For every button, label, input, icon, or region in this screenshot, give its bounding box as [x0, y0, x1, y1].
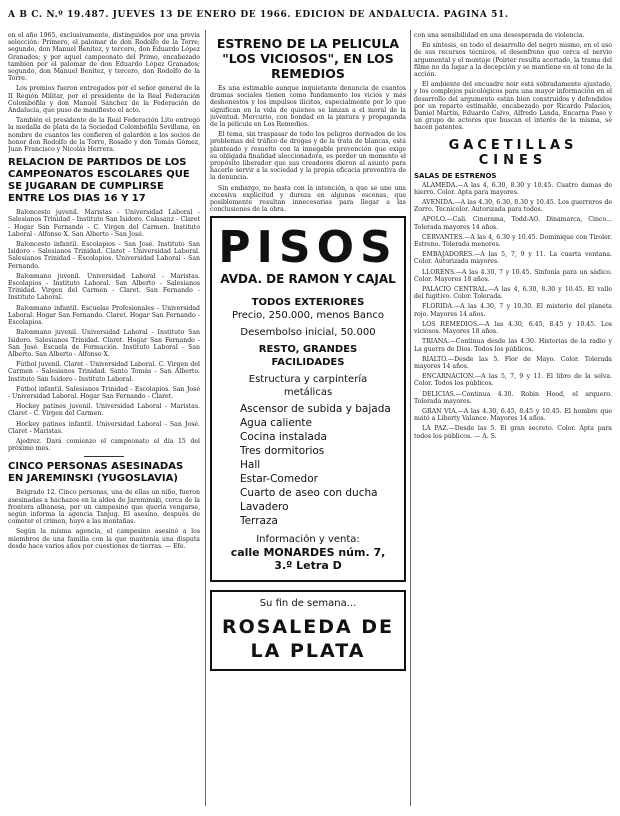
column-right: [414, 32, 612, 808]
ad-feature: Terraza: [240, 515, 278, 528]
ad-title: PISOS: [218, 222, 398, 274]
listing-entry: DELICIAS.—Continua 4.30. Robin Hood, el arquero. Tolerada mayores.: [414, 390, 612, 405]
article-paragraph: Fútbol juvenil. Claret - Universidad Laboral. C. Virgen del Carmen - Salesianos Trinidad. Santo Tomás - San Alberto. Instituto San Isidoro - Instituto Laboral.: [8, 361, 200, 383]
article-paragraph: También el presidente de la Real Federación Lito entregó la medalla de plata de la Sociedad Colombófila Sevillana, en nombre de cuantos les confieren el galardón a los socios de honor don Rodolfo de la Torre, Rosado y don Tomás Gómez, Juan Francisco y Nicolás Herrera.: [8, 117, 200, 154]
listing-entry: PALACIO CENTRAL.—A las 4, 6.30, 8.30 y 10.45. El valle del fugitivo. Color. Tolerada.: [414, 286, 612, 301]
article-paragraph: en el año 1965, exclusivamente, distinguidos por una previa selección: Primero, el palomar de don Rodolfo de la Torre; segundo, don Manuel Benítez, y tercero, don Eduardo López Granados; y por aquel campeonato del Primo, encabezado también por el palomar de don Eduardo López Granados; segundo, don Manuel Benítez, y tercero, don Rodolfo de la Torre.: [8, 32, 200, 83]
listing-entry: TRIANA.—Continua desde las 4.30. Historias de la radio y La guerra de Dios. Todos los públicos.: [414, 338, 612, 353]
article-paragraph: con una sensibilidad en una desesperada de violencia.: [414, 32, 585, 39]
article-paragraph: Ajedrez. Dará comienzo el campeonato el día 15 del próximo mes.: [8, 437, 200, 453]
article-paragraph: Baloncesto juvenil. Maristas - Universidad Laboral - Salesianos Trinidad - Instituto San Isidoro. Calasanz - Claret - Hogar San Fernando - C. Virgen del Carmen. Instituto Laboral - Alfonso X. San Alberto - San José.: [8, 209, 200, 238]
article-paragraph: Sin embargo, no basta con la intención, a que se une una excesiva explicitud y dureza en algunas escenas, que posiblemente resultan innecesarias para llegar a las conclusiones de la obra.: [210, 184, 406, 214]
article-paragraph: Belgrado 12. Cinco personas, una de ellas un niño, fueron asesinadas a hachazos en la aldea de Jareminski, cerca de la frontera albanesa, por un campesino que quería vengarse, según informa la agencia Tanjug. El asesino, después de cometer el crimen, huyó a las montañas.: [8, 489, 200, 526]
advertisement-pisos: [210, 216, 406, 582]
ad-feature: Estar-Comedor: [240, 473, 318, 486]
article-paragraph: Los premios fueron entregados por el señor general de la II Región Militar, por el presidente de la Real Federación Colombófila y don Manuel Sánchez de la Federación de Andalucía, que puso de manifiesto el acto.: [8, 85, 200, 115]
ad2-name: LA PLATA: [250, 640, 366, 663]
article-paragraph: El ambiente del encuadre noir está sobradamente ajustado, y los complejos psicológicos para una mayor información en el desarrollo del argumento están bien construidos y defendidos por un reparto estimable, encabezado por Ricardo Palacios, Daniel Martín, Eduardo Calvo, Alfredo Landa, Encarna Paso y un grupo de actores que buscan el interés de la misma, se hacen patentes.: [414, 81, 612, 132]
ad2-name: ROSALEDA DE: [221, 616, 395, 639]
ad-feature: Ascensor de subida y bajada: [240, 403, 391, 416]
listing-entry: ALAMEDA.—A las 4, 6.30, 8.30 y 10.45. Cuatro damas de hierro. Color. Apta para mayores.: [414, 181, 612, 196]
ad-line: RESTO, GRANDES: [258, 344, 358, 356]
section-title-gacetillas: GACETILLAS: [448, 137, 578, 153]
column-divider: [410, 30, 411, 806]
article-paragraph: Balonmano infantil. Escuelas Profesionales - Universidad Laboral. Hogar San Fernando. Claret. Hogar San Fernando - Escolapios.: [8, 304, 200, 327]
ad2-tagline: Su fin de semana...: [259, 598, 357, 610]
article-paragraph: Fútbol infantil. Salesianos Trinidad - Escolapios. San José - Universidad Laboral. Hogar San Fernando - Claret.: [8, 385, 200, 400]
column-middle: [210, 32, 406, 808]
ad-feature: Cuarto de aseo con ducha: [240, 487, 378, 500]
article-headline: RELACION DE PARTIDOS DE LOS CAMPEONATOS ESCOLARES QUE SE JUGARAN DE CUMPLIRSE ENTRE LOS DIAS 16 Y 17: [8, 157, 190, 205]
listing-entry: LLORENS.—A las 4.30, 7 y 10.45. Sinfonía para un sádico. Color. Mayores 18 años.: [414, 268, 612, 283]
listing-entry: ENCARNACION.—A las 5, 7, 9 y 11. El libro de la selva. Color. Todos los públicos.: [414, 373, 612, 388]
listing-entry: FLORIDA.—A las 4.30, 7 y 10.30. El misterio del planeta rojo. Mayores 14 años.: [414, 303, 612, 318]
article-paragraph: Según la misma agencia, el campesino asesinó a los miembros de una familia con la que mantenía una disputa desde hace varios años por cuestiones de tierras. — Efe.: [8, 528, 200, 550]
advertisement-rosaleda: [210, 590, 406, 671]
article-paragraph: En síntesis, en todo el desarrollo del negro mismo, en el uso de sus recursos técnicos, el desenfreno que cerca el nervio argumental y el montaje (Poirier resulta acertado, la trama del filme no da lugar a la decepción y se mantiene en el tono de la acción.: [414, 42, 612, 79]
article-paragraph: Balonmano juvenil. Universidad Laboral - Maristas. Escolapios - Instituto Laboral. San Alberto - Salesianos Trinidad. Virgen del Carmen - Claret. San Fernando - Instituto Laboral.: [8, 272, 200, 302]
ad-info: calle MONARDES núm. 7,: [230, 546, 386, 560]
ad-line: Estructura y carpintería: [248, 374, 368, 386]
article-headline: ESTRENO DE LA PELICULA "LOS VICIOSOS", EN LOS REMEDIOS: [216, 36, 400, 81]
listing-entry: GRAN VIA.—A las 4.30, 6.45, 8.45 y 10.45. El hombre que mató a Liberty Valance. Mayores 14 años.: [414, 407, 612, 423]
article-paragraph: Hockey patines juvenil. Universidad Laboral - Maristas. Claret - C. Virgen del Carmen.: [8, 403, 200, 418]
listing-entry: LOS REMEDIOS.—A las 4.30, 6.45, 8.45 y 10.45. Los viciosos. Mayores 18 años.: [414, 320, 612, 336]
section-title-cines: CINES: [478, 152, 548, 168]
ad-subtitle: AVDA. DE RAMON Y CAJAL: [220, 272, 396, 287]
ad-feature: Lavadero: [240, 501, 289, 514]
ad-feature: Tres dormitorios: [240, 445, 325, 458]
column-divider: [205, 30, 206, 806]
ad-feature: Agua caliente: [240, 417, 313, 430]
article-paragraph: Baloncesto infantil. Escolapios - San José. Instituto San Isidoro - Salesianos Trinidad. Claret - Universidad Laboral. Salesianos Trinidad - Escolapios. Universidad Laboral - San Fernando.: [8, 241, 200, 270]
listing-entry: RIALTO.—Desde las 5. Flor de Mayo. Color. Tolerada mayores 14 años.: [414, 355, 612, 370]
article-headline: CINCO PERSONAS ASESINADAS EN JAREMINSKI (YUGOSLAVIA): [8, 461, 184, 485]
ad-line: Desembolso inicial, 50.000: [240, 327, 376, 339]
column-left: [8, 32, 200, 808]
article-paragraph: El tema, sin traspasar de todo los peligros derivados de los problemas del tráfico de drogas y de la trata de blancas, está planteado y resuelto con la innegable prevención que exige su obligada finalidad aleccionadora, es perder un momento el propósito liberador que sus creadores dieron al asunto para hacerle servir a la sociedad y la propia eficacia preventiva de la denuncia.: [210, 131, 406, 182]
listing-entry: LA PAZ.—Desde las 5. El gran secreto. Color. Apta para todos los públicos. — A. S.: [414, 425, 612, 440]
listing-entry: CERVANTES.—A las 4, 6.30 y 10.45. Dominique con Tiroler. Estreno. Tolerada menores.: [414, 233, 612, 249]
listing-entry: APOLO.—Cali. Cinerama, Todd-AO. Dinamarca, Cinco... Tolerada mayores 14 años.: [414, 216, 612, 231]
ad-feature: Cocina instalada: [240, 431, 327, 444]
page-header: A B C. N.º 19.487. JUEVES 13 DE ENERO DE 1966. EDICION DE ANDALUCIA. PAGINA 51.: [8, 10, 509, 20]
ad-line: Precio, 250.000, menos Banco: [231, 310, 385, 322]
ad-line: TODOS EXTERIORES: [251, 297, 365, 309]
ad-info: Información y venta:: [256, 534, 360, 546]
ad-line: FACILIDADES: [271, 357, 345, 369]
ad-feature: Hall: [240, 459, 261, 472]
divider: [84, 456, 124, 457]
listing-entry: AVENIDA.—A las 4.30, 6.30, 8.30 y 10.45. Los guerreros de Zorro. Tecnicolor. Autorizada para todos.: [414, 199, 612, 214]
listing-entry: EMBAJADORES.—A las 5, 7, 9 y 11. La cuarta ventana. Color. Autorizada mayores.: [414, 251, 612, 266]
article-paragraph: Balonmano juvenil. Universidad Laboral - Instituto San Isidoro. Salesianos Trinidad. Claret. Hogar San Fernando - San José. Escuela de Formación. Instituto Laboral - San Alberto. San Alberto - Alfonso X.: [8, 329, 200, 358]
ad-info: 3.º Letra D: [274, 559, 342, 573]
ad-line: metálicas: [283, 387, 333, 399]
article-paragraph: Es una estimable aunque inquietante denuncia de cuantos dramas sociales tienen como fundamento los vicios y más deshonestos y los impulsos ilícitos, especialmente por lo que significan en la vida de quienes se lanzan a el moral de la juventud. Mercurio, con bondad en la pintura y propaganda de la película en Los Remedios.: [210, 85, 406, 129]
article-paragraph: Hockey patines infantil. Universidad Laboral - San José. Claret - Maristas.: [8, 420, 200, 435]
section-subtitle: SALAS DE ESTRENOS: [414, 171, 497, 180]
